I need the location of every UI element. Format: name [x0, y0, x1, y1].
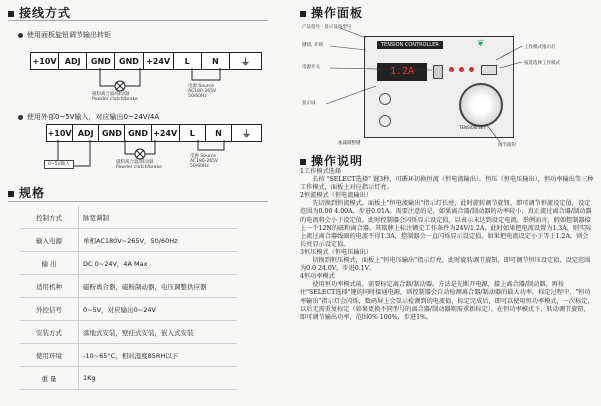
label-power-switch: 电源开关	[302, 65, 320, 70]
terminal: +10V	[47, 125, 73, 141]
section-square-icon	[300, 11, 306, 17]
instruction-paragraph: 先切换到恒流模式，面板上"恒电流输出"指示灯长亮，此时旋转调节旋钮，即可调节恒流设定值，设定范围为0.00 4.00A，步进0.01A。需要注意的是，如果离合器/制动器的功率较小，真正流过离合器/制动器的电流将会小于设定值，此时控制器会闪烁显示设定值，以表示未达到设定电流。举例而言，假如控制器接上一个12N的磁粉离合器，其铭牌上标注额定工作条件为24V/1.2A，此时如果把电流设置为1.3A，则实际上流过离合器线圈的电流不得1.3A，控制器会一直闪烁显示设定值。如果把电流设定小于等于1.2A，则会长亮显示设定值。	[300, 200, 592, 248]
instruction-paragraph: 1工作模式选择	[300, 168, 342, 175]
diagram2-caption: 使用外部0~5V输入，对应输出0~24V/4A	[18, 112, 159, 122]
table-row: 使用环境 -10~65°C，相对湿度85RH以下	[20, 344, 237, 367]
section-square-icon	[300, 159, 306, 165]
terminal: N	[202, 53, 230, 69]
load-label: 磁粉离合器/制动器 Powder clutch/brake	[92, 92, 138, 102]
terminal: +10V	[31, 53, 59, 69]
bullet-icon	[18, 33, 23, 38]
terminal: +24V	[152, 125, 180, 141]
input-label: 0~5V输入	[44, 160, 74, 169]
terminal: ADJ	[59, 53, 87, 69]
terminal: +24V	[144, 53, 174, 69]
instruction-paragraph: 4恒功率模式	[300, 273, 335, 281]
power-label-2: 电源 Source AC180-265V 50/60Hz	[190, 154, 219, 169]
table-row: 输 出 DC 0~24V，4A Max	[20, 252, 237, 275]
label-mode-select: 按选选择工作模式	[524, 61, 560, 66]
terminal: GND	[87, 53, 115, 69]
label-product-model: 产品型号 · 显示设备型号	[302, 25, 352, 30]
wiring-section-title: 接线方式	[8, 4, 71, 21]
label-work-indicator: 工作模式指示灯	[524, 45, 556, 50]
instructions-body	[300, 168, 594, 322]
label-fix-holes: 加减调整键	[338, 141, 361, 146]
diagram1-caption: 使用面板旋钮调节输出转矩	[18, 30, 111, 40]
panel-callout-lines	[300, 24, 601, 154]
terminal: GND	[125, 125, 151, 141]
bullet-icon	[18, 115, 23, 120]
section-square-icon	[8, 11, 14, 17]
brand-plate: TENSION CONTROLLER	[377, 41, 443, 49]
instruction-paragraph: 2恒流模式（恒电流输出）	[300, 192, 372, 200]
terminal: N	[206, 125, 232, 141]
label-display: 显示屏	[302, 101, 316, 106]
instruction-paragraph: 3恒压模式（恒电压输出）	[300, 248, 372, 256]
divider	[8, 20, 268, 21]
table-row: 重 量 1Kg	[20, 367, 237, 390]
table-row: 适用机种 磁粉离合器，磁粉制动器，电压调整供应器	[20, 275, 237, 298]
spec-table	[20, 206, 237, 390]
ground-icon: ⏚	[242, 129, 252, 140]
ground-icon: ⏚	[240, 57, 250, 68]
terminal: L	[174, 53, 202, 69]
terminal: ADJ	[73, 125, 99, 141]
section-square-icon	[8, 191, 14, 197]
table-row: 控制方式 脉宽调制	[20, 206, 237, 229]
label-knob: 调节旋钮	[498, 143, 516, 148]
logo-icon: ❦	[477, 39, 485, 49]
divider	[8, 201, 268, 202]
terminal: GND	[99, 125, 125, 141]
table-row: 外控信号 0~5V，对应输出0~24V	[20, 298, 237, 321]
load-label-2: 磁粉离合器/制动器 Powder clutch/brake	[116, 160, 162, 170]
instruction-paragraph: 长按 "SELECT选择" 键3秒，可循环切换恒流（恒电流输出），恒压（恒电压输出），恒功率输出等三种工作模式，面板上对应指示灯亮。	[300, 176, 594, 192]
power-label: 电源 Source AC180-265V 50/60Hz	[188, 84, 217, 99]
specs-section-title: 规格	[8, 184, 45, 201]
knob-label: TENSION SET	[459, 125, 486, 130]
display-screen: 1.2A	[377, 63, 427, 81]
instruction-paragraph: 切换到恒压模式，面板上"恒电压输出"指示灯亮，此时旋转调节旋钮，即可调节恒压设定值，设定范围为0.0 24.0V，步进0.1V。	[300, 257, 591, 273]
panel-section-title: 操作面板	[300, 4, 363, 21]
terminal: L	[180, 125, 206, 141]
table-row: 安装方式 落地式安装，壁挂式安装，嵌入式安装	[20, 321, 237, 344]
label-keys: 键钮, 开锁	[302, 43, 323, 48]
terminal: GND	[115, 53, 143, 69]
instruction-paragraph: 使用恒功率模式前，需要标定离合器/制动器。方法是先断开电源，接上离合器/制动器，再按住"SELECT选择"键的同时接通电源，则控制器会自动检测离合器/制动器的最大功率，标定过程中，"恒功率输出"指示灯会闪烁，数码屏上会显示检测到的电流值，标定完成后，即可以使用恒功率模式，一次标定，以后无需重复标定（如果更换不同型号的离合器/制动器则需重新标定）。在恒功率模式下，转动调节旋钮，即可调节输出功率，范围0% 100%，步进1%。	[300, 281, 594, 321]
instructions-section-title: 操作说明	[300, 152, 363, 169]
table-row: 输入电源 单相AC180V~265V，50/60Hz	[20, 229, 237, 252]
